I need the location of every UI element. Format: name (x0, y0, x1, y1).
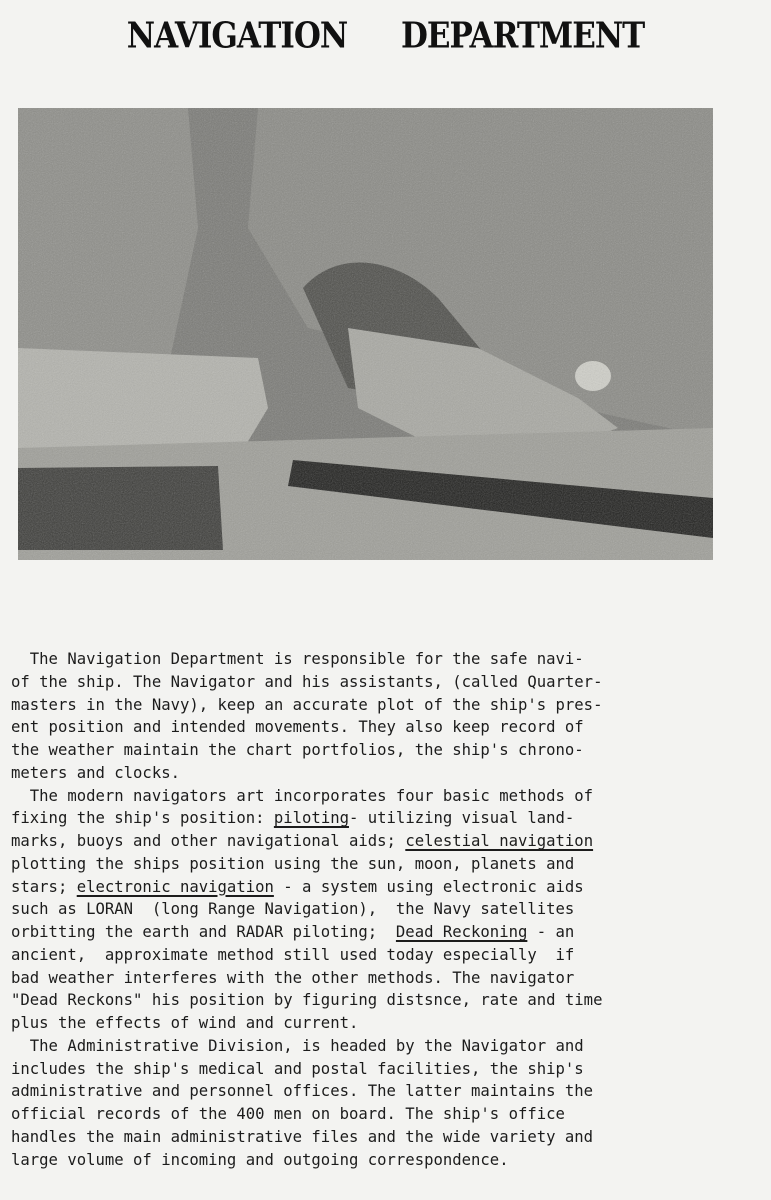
text-line: meters and clocks. (11, 763, 180, 782)
text-segment: - a system using electronic aids (273, 877, 584, 896)
text-line: large volume of incoming and outgoing correspondence. (11, 1150, 509, 1169)
underlined-term: Dead Reckoning (395, 923, 528, 941)
text-segment: - an (527, 923, 575, 941)
text-segment: orbitting the earth and RADAR piloting; (11, 923, 396, 941)
underlined-term: celestial navigation (405, 832, 594, 850)
text-line: plotting the ships position using the sun, moon, planets and (11, 854, 575, 873)
text-segment: marks, buoys and other navigational aids; (11, 832, 406, 850)
text-line: "Dead Reckons" his position by figuring distsnce, rate and time (11, 991, 603, 1010)
text-line: The Administrative Division, is headed by the Navigator and (11, 1036, 584, 1055)
text-line (11, 921, 691, 944)
text-line: the weather maintain the chart portfolios, the ship's chrono- (11, 741, 584, 759)
text-segment: stars; (11, 877, 77, 896)
underlined-term: electronic navigation (76, 877, 274, 896)
page-title (0, 15, 771, 56)
navigation-photo (18, 108, 713, 560)
text-line: The modern navigators art incorporates four basic methods of (11, 786, 594, 805)
article-body (11, 648, 691, 1171)
title-word-department: DEPARTMENT (400, 15, 645, 57)
text-line (11, 876, 691, 899)
text-segment: fixing the ship's position: (11, 809, 274, 828)
text-line: bad weather interferes with the other methods. The navigator (11, 968, 575, 987)
text-line: ancient, approximate method still used today especially if (11, 945, 575, 964)
text-line: official records of the 400 men on board. The ship's office (11, 1105, 565, 1123)
text-line (11, 830, 691, 853)
text-line: plus the effects of wind and current. (11, 1014, 359, 1032)
text-line: includes the ship's medical and postal facilities, the ship's (11, 1059, 584, 1078)
text-segment: - utilizing visual land- (348, 809, 575, 828)
text-line: of the ship. The Navigator and his assistants, (called Quarter- (11, 672, 603, 691)
text-line: ent position and intended movements. They also keep record of (11, 718, 584, 737)
title-word-navigation: NAVIGATION (126, 15, 348, 57)
text-line: such as LORAN (long Range Navigation), the Navy satellites (11, 900, 575, 919)
text-line: handles the main administrative files and the wide variety and (11, 1127, 594, 1146)
photo-illustration (18, 108, 713, 560)
text-line: masters in the Navy), keep an accurate plot of the ship's pres- (11, 695, 603, 714)
text-line: The Navigation Department is responsible for the safe navi- (11, 650, 584, 668)
text-line (11, 807, 691, 830)
text-line: administrative and personnel offices. The latter maintains the (11, 1082, 594, 1101)
underlined-term: piloting (273, 809, 349, 828)
